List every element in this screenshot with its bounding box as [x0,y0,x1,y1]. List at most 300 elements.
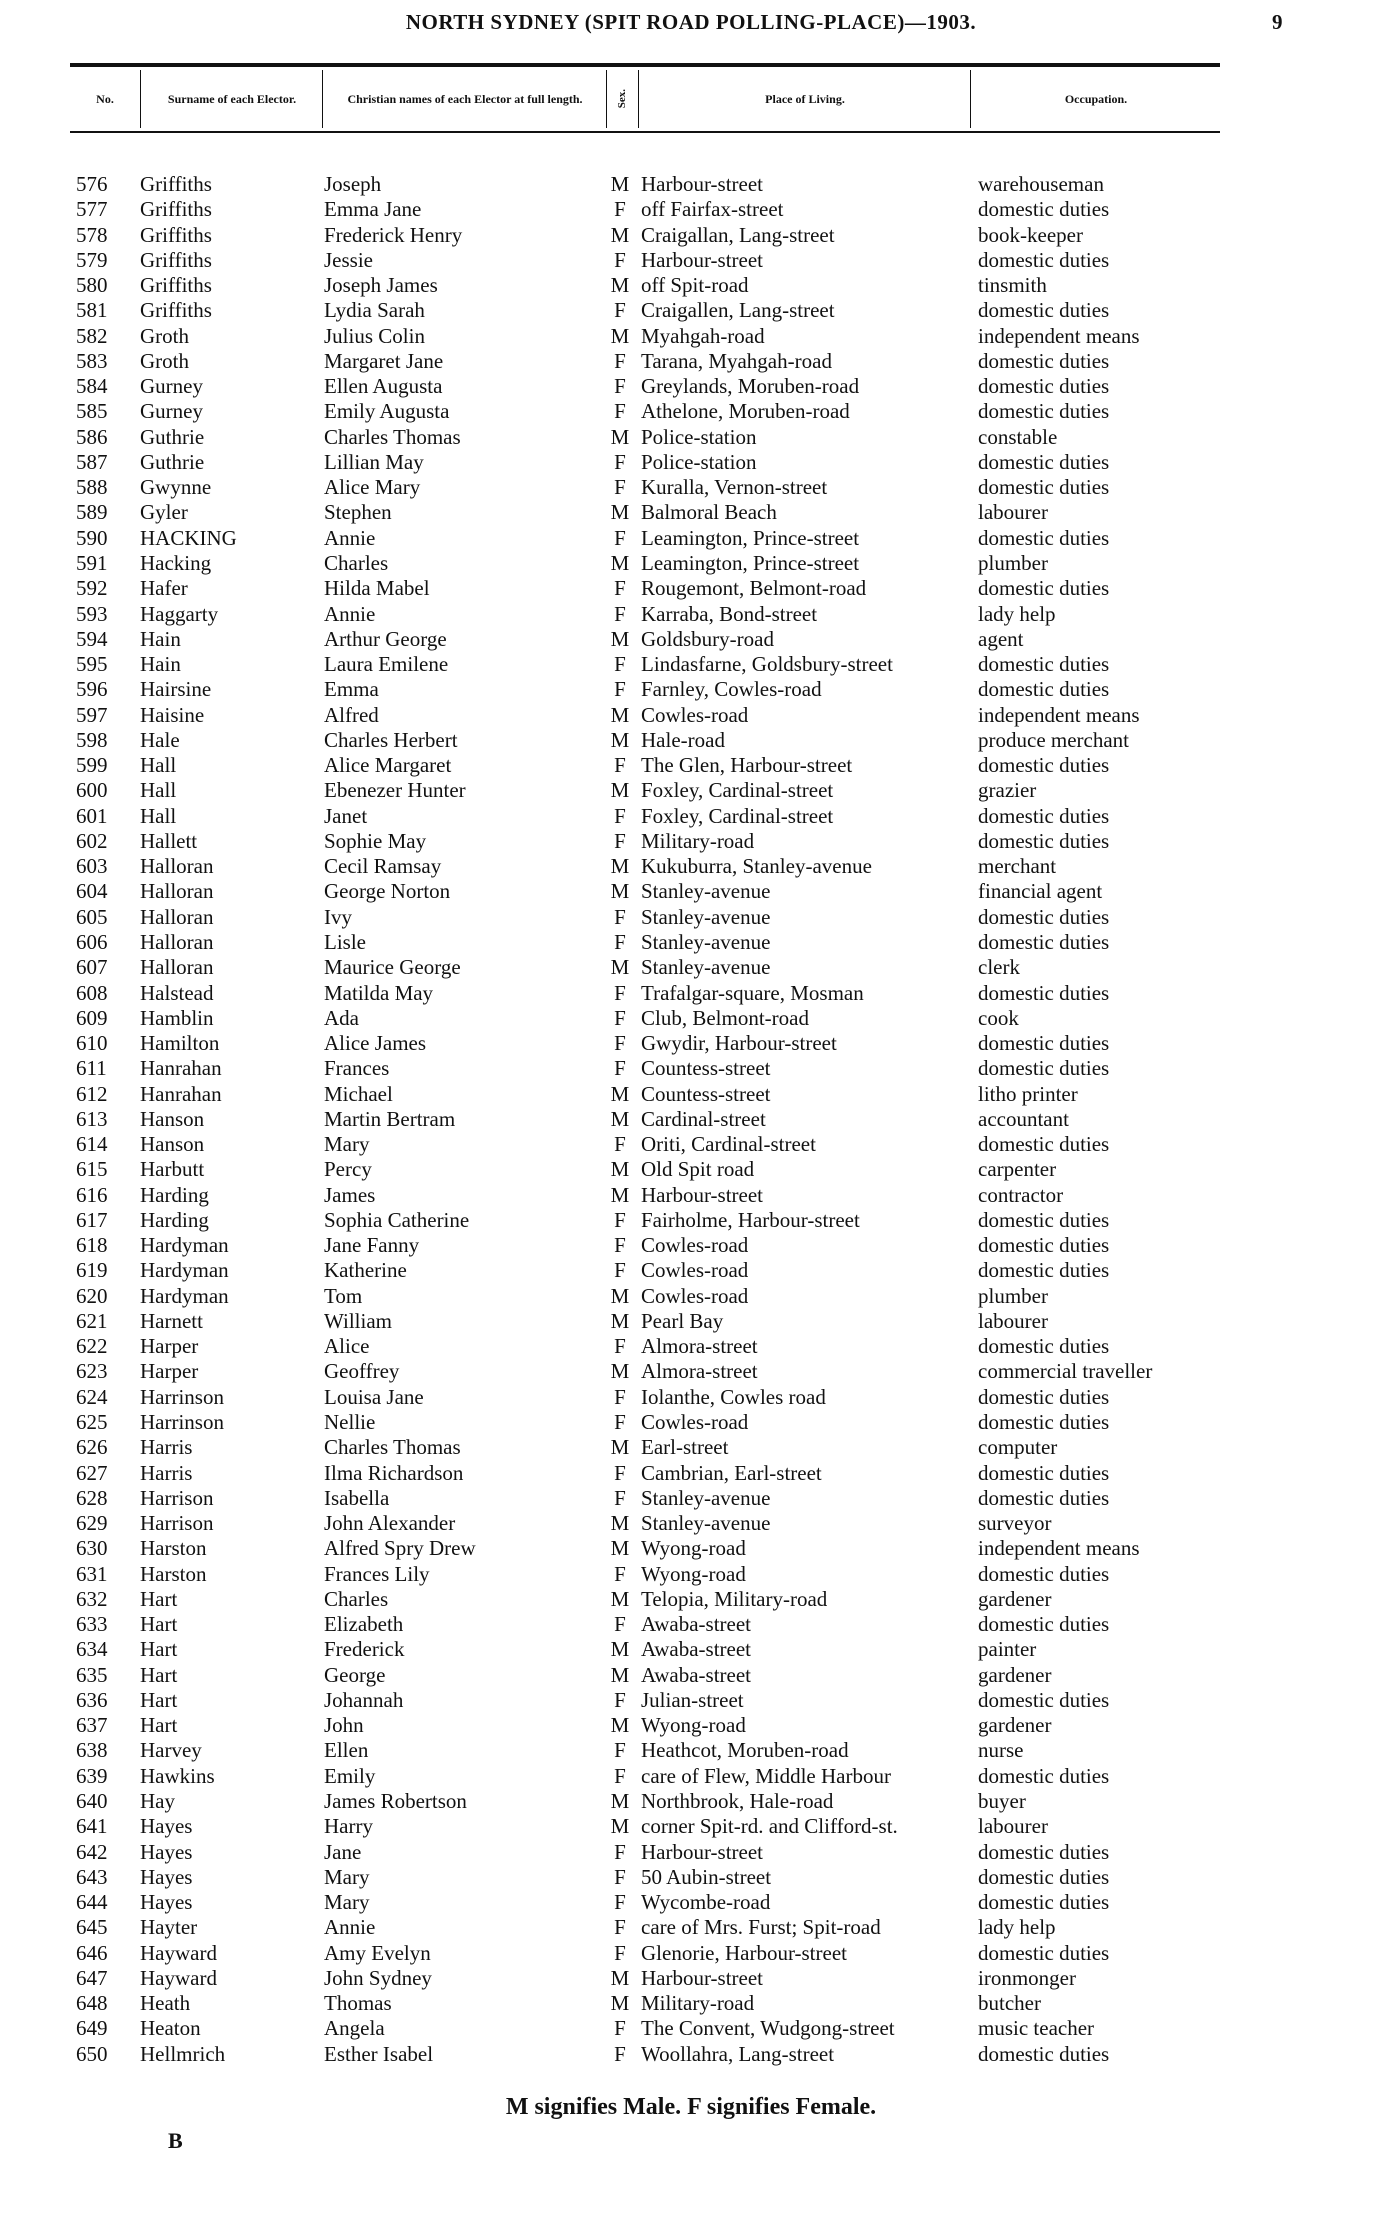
elector-occupation: domestic duties [978,1561,1110,1586]
elector-surname: Gurney [140,374,203,399]
elector-christian-names: Alfred [324,702,379,727]
elector-surname: Harper [140,1359,199,1384]
elector-christian-names: Laura Emilene [324,652,449,677]
elector-number: 590 [76,525,108,550]
list-item [0,1840,1382,1865]
elector-number: 580 [76,273,108,298]
elector-place-of-living: care of Mrs. Furst; Spit-road [641,1915,881,1940]
elector-christian-names: Arthur George [324,626,447,651]
elector-christian-names: Alice Margaret [324,753,452,778]
elector-place-of-living: Harbour-street [641,172,764,196]
elector-number: 614 [76,1132,108,1157]
column-header-sex: Sex. [615,89,628,109]
elector-surname: Hellmrich [140,2041,226,2066]
elector-place-of-living: Balmoral Beach [641,500,777,525]
elector-place-of-living: Glenorie, Harbour-street [641,1940,847,1965]
elector-place-of-living: Myahgah-road [641,323,765,348]
elector-surname: Gwynne [140,475,212,500]
elector-sex: M [610,1359,630,1384]
elector-christian-names: Amy Evelyn [324,1940,431,1965]
elector-surname: Hardyman [140,1258,229,1283]
elector-number: 638 [76,1738,108,1763]
elector-surname: Hawkins [140,1763,215,1788]
elector-christian-names: Katherine [324,1258,407,1283]
elector-christian-names: Annie [324,1915,376,1940]
elector-sex: M [610,1081,630,1106]
elector-place-of-living: Goldsbury-road [641,626,774,651]
elector-sex: F [614,803,626,828]
elector-number: 578 [76,222,108,247]
list-item [0,955,1382,980]
list-item [0,1132,1382,1157]
list-item [0,1562,1382,1587]
elector-sex: M [610,1965,630,1990]
column-divider [322,70,323,128]
elector-occupation: nurse [978,1738,1024,1763]
list-item [0,1587,1382,1612]
elector-number: 646 [76,1940,108,1965]
list-item [0,1966,1382,1991]
elector-number: 616 [76,1182,108,1207]
elector-sex: M [610,1586,630,1611]
elector-surname: Hairsine [140,677,212,702]
elector-christian-names: Frances Lily [324,1561,430,1586]
elector-surname: Harding [140,1207,209,1232]
elector-occupation: domestic duties [978,1890,1110,1915]
elector-place-of-living: Foxley, Cardinal-street [641,803,834,828]
page-title: NORTH SYDNEY (SPIT ROAD POLLING-PLACE)—1903. [405,10,977,34]
list-item [0,981,1382,1006]
elector-surname: Gurney [140,399,203,424]
elector-number: 634 [76,1637,108,1662]
list-item [0,1233,1382,1258]
elector-number: 602 [76,828,108,853]
elector-place-of-living: Hale-road [641,727,725,752]
elector-number: 579 [76,247,108,272]
elector-surname: Hale [140,727,180,752]
elector-surname: Haisine [140,702,205,727]
elector-christian-names: Emma Jane [324,197,422,222]
elector-place-of-living: Craigallen, Lang-street [641,298,835,323]
elector-place-of-living: Northbrook, Hale-road [641,1789,834,1813]
list-item [0,1258,1382,1283]
elector-occupation: domestic duties [978,1207,1110,1232]
elector-place-of-living: Harbour-street [641,1182,764,1207]
column-divider [638,70,639,128]
elector-occupation: labourer [978,1814,1048,1839]
elector-occupation: book-keeper [978,222,1083,247]
list-item [0,223,1382,248]
column-header-surname: Surname of each Elector. [167,91,297,106]
elector-sex: M [610,1283,630,1308]
elector-christian-names: Charles Herbert [324,727,458,752]
elector-occupation: constable [978,424,1058,449]
elector-occupation: accountant [978,1106,1069,1131]
elector-place-of-living: Trafalgar-square, Mosman [641,980,864,1005]
list-item [0,1865,1382,1890]
elector-number: 647 [76,1965,108,1990]
elector-christian-names: Frederick Henry [324,222,463,247]
elector-place-of-living: Fairholme, Harbour-street [641,1207,860,1232]
list-item [0,1738,1382,1763]
elector-place-of-living: Leamington, Prince-street [641,550,860,575]
elector-place-of-living: Gwydir, Harbour-street [641,1031,837,1056]
list-item [0,1006,1382,1031]
list-item [0,576,1382,601]
elector-number: 591 [76,550,108,575]
elector-list [0,172,1382,2067]
elector-place-of-living: Greylands, Moruben-road [641,374,860,399]
elector-surname: Halstead [140,980,214,1005]
list-item [0,1183,1382,1208]
elector-number: 581 [76,298,108,323]
elector-number: 632 [76,1586,108,1611]
elector-surname: Griffiths [140,298,212,323]
elector-occupation: labourer [978,500,1048,525]
list-item [0,778,1382,803]
elector-surname: Guthrie [140,449,205,474]
elector-christian-names: Mary [324,1864,370,1889]
elector-surname: Griffiths [140,172,212,196]
elector-occupation: domestic duties [978,1687,1110,1712]
elector-christian-names: James [324,1182,376,1207]
elector-sex: M [610,727,630,752]
elector-number: 592 [76,576,108,601]
elector-surname: Hart [140,1586,178,1611]
elector-place-of-living: Club, Belmont-road [641,1005,809,1030]
elector-occupation: tinsmith [978,273,1047,298]
elector-number: 631 [76,1561,108,1586]
list-item [0,197,1382,222]
elector-christian-names: Percy [324,1157,372,1182]
list-item [0,551,1382,576]
elector-occupation: domestic duties [978,525,1110,550]
elector-number: 637 [76,1713,108,1738]
elector-sex: M [610,323,630,348]
elector-sex: M [610,550,630,575]
elector-sex: F [614,652,626,677]
elector-place-of-living: Wyong-road [641,1713,746,1738]
elector-christian-names: Isabella [324,1485,390,1510]
elector-surname: Hayward [140,1940,217,1965]
header-rule-top [70,63,1220,67]
elector-christian-names: Sophie May [324,828,427,853]
elector-place-of-living: Wyong-road [641,1561,746,1586]
elector-number: 594 [76,626,108,651]
elector-sex: F [614,1384,626,1409]
elector-sex: M [610,172,630,196]
elector-christian-names: Elizabeth [324,1612,404,1637]
elector-place-of-living: care of Flew, Middle Harbour [641,1763,891,1788]
elector-sex: M [610,1789,630,1813]
elector-place-of-living: Wyong-road [641,1536,746,1561]
list-item [0,1461,1382,1486]
elector-place-of-living: Cambrian, Earl-street [641,1460,822,1485]
elector-number: 585 [76,399,108,424]
elector-sex: F [614,1056,626,1081]
elector-occupation: agent [978,626,1024,651]
list-item [0,879,1382,904]
elector-sex: F [614,449,626,474]
column-header-place: Place of Living. [765,91,845,106]
elector-surname: Hafer [140,576,188,601]
elector-christian-names: Thomas [324,1991,392,2016]
elector-sex: M [610,222,630,247]
elector-surname: Hamilton [140,1031,220,1056]
elector-place-of-living: Police-station [641,449,757,474]
elector-occupation: domestic duties [978,828,1110,853]
elector-place-of-living: Almora-street [641,1334,758,1359]
elector-number: 641 [76,1814,108,1839]
elector-occupation: domestic duties [978,803,1110,828]
elector-number: 599 [76,753,108,778]
elector-number: 601 [76,803,108,828]
elector-surname: Halloran [140,955,214,980]
list-item [0,1056,1382,1081]
elector-occupation: domestic duties [978,1258,1110,1283]
elector-occupation: domestic duties [978,374,1110,399]
elector-occupation: domestic duties [978,1612,1110,1637]
elector-number: 607 [76,955,108,980]
elector-sex: M [610,1814,630,1839]
elector-sex: M [610,424,630,449]
elector-surname: Heaton [140,2016,201,2041]
elector-number: 630 [76,1536,108,1561]
elector-surname: Harrinson [140,1410,224,1435]
elector-occupation: music teacher [978,2016,1095,2041]
elector-number: 603 [76,854,108,879]
list-item [0,1915,1382,1940]
elector-number: 600 [76,778,108,803]
elector-place-of-living: Stanley-avenue [641,1511,771,1536]
elector-number: 625 [76,1410,108,1435]
elector-surname: Heath [140,1991,191,2016]
elector-sex: M [610,1182,630,1207]
elector-number: 587 [76,449,108,474]
list-item [0,475,1382,500]
elector-occupation: plumber [978,1283,1048,1308]
elector-christian-names: Mary [324,1132,370,1157]
elector-sex: F [614,1915,626,1940]
list-item [0,1991,1382,2016]
elector-christian-names: John [324,1713,364,1738]
elector-place-of-living: Iolanthe, Cowles road [641,1384,826,1409]
elector-surname: Hayes [140,1839,193,1864]
list-item [0,1359,1382,1384]
elector-occupation: domestic duties [978,1940,1110,1965]
elector-christian-names: Harry [324,1814,373,1839]
list-item [0,905,1382,930]
elector-occupation: domestic duties [978,1763,1110,1788]
elector-number: 576 [76,172,108,196]
list-item [0,1157,1382,1182]
elector-surname: Harston [140,1536,207,1561]
elector-christian-names: Margaret Jane [324,348,444,373]
elector-christian-names: George Norton [324,879,451,904]
elector-surname: Hayes [140,1864,193,1889]
elector-place-of-living: Harbour-street [641,1965,764,1990]
list-item [0,930,1382,955]
elector-surname: Halloran [140,904,214,929]
list-item [0,1789,1382,1814]
elector-place-of-living: Cowles-road [641,702,749,727]
elector-sex: M [610,1435,630,1460]
elector-number: 611 [76,1056,107,1081]
elector-number: 629 [76,1511,108,1536]
elector-occupation: domestic duties [978,197,1110,222]
elector-surname: Hacking [140,550,212,575]
elector-occupation: plumber [978,550,1048,575]
elector-surname: Gyler [140,500,188,525]
elector-sex: F [614,348,626,373]
elector-place-of-living: Countess-street [641,1056,771,1081]
elector-number: 612 [76,1081,108,1106]
elector-christian-names: John Alexander [324,1511,456,1536]
elector-surname: Halloran [140,879,214,904]
elector-surname: Haggarty [140,601,219,626]
elector-occupation: domestic duties [978,753,1110,778]
elector-occupation: gardener [978,1662,1052,1687]
elector-place-of-living: off Fairfax-street [641,197,784,222]
elector-sex: F [614,1561,626,1586]
elector-christian-names: Frances [324,1056,390,1081]
elector-sex: M [610,1511,630,1536]
elector-sex: M [610,1637,630,1662]
elector-surname: Griffiths [140,247,212,272]
elector-surname: HACKING [140,525,237,550]
elector-occupation: cook [978,1005,1019,1030]
elector-place-of-living: Old Spit road [641,1157,755,1182]
elector-place-of-living: off Spit-road [641,273,749,298]
elector-occupation: ironmonger [978,1965,1076,1990]
elector-number: 644 [76,1890,108,1915]
elector-sex: F [614,1687,626,1712]
elector-christian-names: Annie [324,601,376,626]
elector-sex: F [614,1763,626,1788]
elector-sex: M [610,1157,630,1182]
list-item [0,602,1382,627]
elector-occupation: domestic duties [978,576,1110,601]
elector-occupation: buyer [978,1789,1026,1813]
elector-number: 626 [76,1435,108,1460]
elector-surname: Harnett [140,1308,203,1333]
elector-christian-names: William [324,1308,392,1333]
elector-sex: F [614,1612,626,1637]
elector-sex: F [614,247,626,272]
elector-number: 596 [76,677,108,702]
elector-christian-names: Nellie [324,1410,376,1435]
list-item [0,1486,1382,1511]
elector-sex: F [614,197,626,222]
list-item [0,1107,1382,1132]
elector-number: 604 [76,879,108,904]
elector-number: 605 [76,904,108,929]
elector-place-of-living: Oriti, Cardinal-street [641,1132,816,1157]
elector-number: 609 [76,1005,108,1030]
elector-place-of-living: Countess-street [641,1081,771,1106]
elector-surname: Harbutt [140,1157,205,1182]
elector-occupation: grazier [978,778,1037,803]
elector-sex: M [610,1991,630,2016]
elector-sex: F [614,1460,626,1485]
elector-surname: Groth [140,348,189,373]
elector-number: 617 [76,1207,108,1232]
elector-sex: F [614,475,626,500]
elector-occupation: litho printer [978,1081,1078,1106]
elector-occupation: clerk [978,955,1020,980]
elector-sex: F [614,1031,626,1056]
list-item [0,349,1382,374]
elector-occupation: domestic duties [978,1056,1110,1081]
elector-number: 608 [76,980,108,1005]
elector-place-of-living: Stanley-avenue [641,879,771,904]
elector-occupation: domestic duties [978,652,1110,677]
elector-christian-names: Johannah [324,1687,404,1712]
elector-sex: M [610,1662,630,1687]
elector-christian-names: Geoffrey [324,1359,400,1384]
elector-sex: M [610,500,630,525]
elector-occupation: domestic duties [978,1334,1110,1359]
elector-christian-names: Louisa Jane [324,1384,424,1409]
elector-occupation: domestic duties [978,2041,1110,2066]
elector-occupation: lady help [978,601,1056,626]
list-item [0,753,1382,778]
elector-surname: Hallett [140,828,198,853]
elector-place-of-living: Tarana, Myahgah-road [641,348,832,373]
elector-christian-names: Hilda Mabel [324,576,430,601]
elector-christian-names: Lydia Sarah [324,298,425,323]
elector-surname: Hamblin [140,1005,214,1030]
elector-christian-names: George [324,1662,386,1687]
elector-surname: Hall [140,803,177,828]
elector-number: 628 [76,1485,108,1510]
elector-place-of-living: Pearl Bay [641,1308,724,1333]
elector-occupation: domestic duties [978,1485,1110,1510]
elector-christian-names: Sophia Catherine [324,1207,470,1232]
elector-place-of-living: Telopia, Military-road [641,1586,828,1611]
list-item [0,1385,1382,1410]
elector-occupation: independent means [978,702,1140,727]
elector-place-of-living: The Convent, Wudgong-street [641,2016,895,2041]
elector-occupation: domestic duties [978,1384,1110,1409]
elector-surname: Hay [140,1789,175,1813]
elector-surname: Harvey [140,1738,202,1763]
list-item [0,1511,1382,1536]
elector-surname: Hardyman [140,1283,229,1308]
elector-number: 640 [76,1789,108,1813]
elector-number: 615 [76,1157,108,1182]
elector-place-of-living: Woollahra, Lang-street [641,2041,835,2066]
elector-occupation: domestic duties [978,677,1110,702]
elector-christian-names: Annie [324,525,376,550]
elector-place-of-living: corner Spit-rd. and Clifford-st. [641,1814,898,1839]
elector-sex: F [614,1410,626,1435]
elector-number: 595 [76,652,108,677]
elector-occupation: domestic duties [978,929,1110,954]
elector-sex: M [610,1713,630,1738]
elector-number: 639 [76,1763,108,1788]
elector-sex: F [614,1890,626,1915]
elector-surname: Hart [140,1612,178,1637]
page-number: 9 [1272,10,1283,34]
elector-surname: Halloran [140,929,214,954]
elector-sex: M [610,273,630,298]
elector-place-of-living: Julian-street [641,1687,744,1712]
elector-place-of-living: Military-road [641,1991,755,2016]
elector-sex: F [614,980,626,1005]
elector-number: 586 [76,424,108,449]
elector-christian-names: Angela [324,2016,385,2041]
